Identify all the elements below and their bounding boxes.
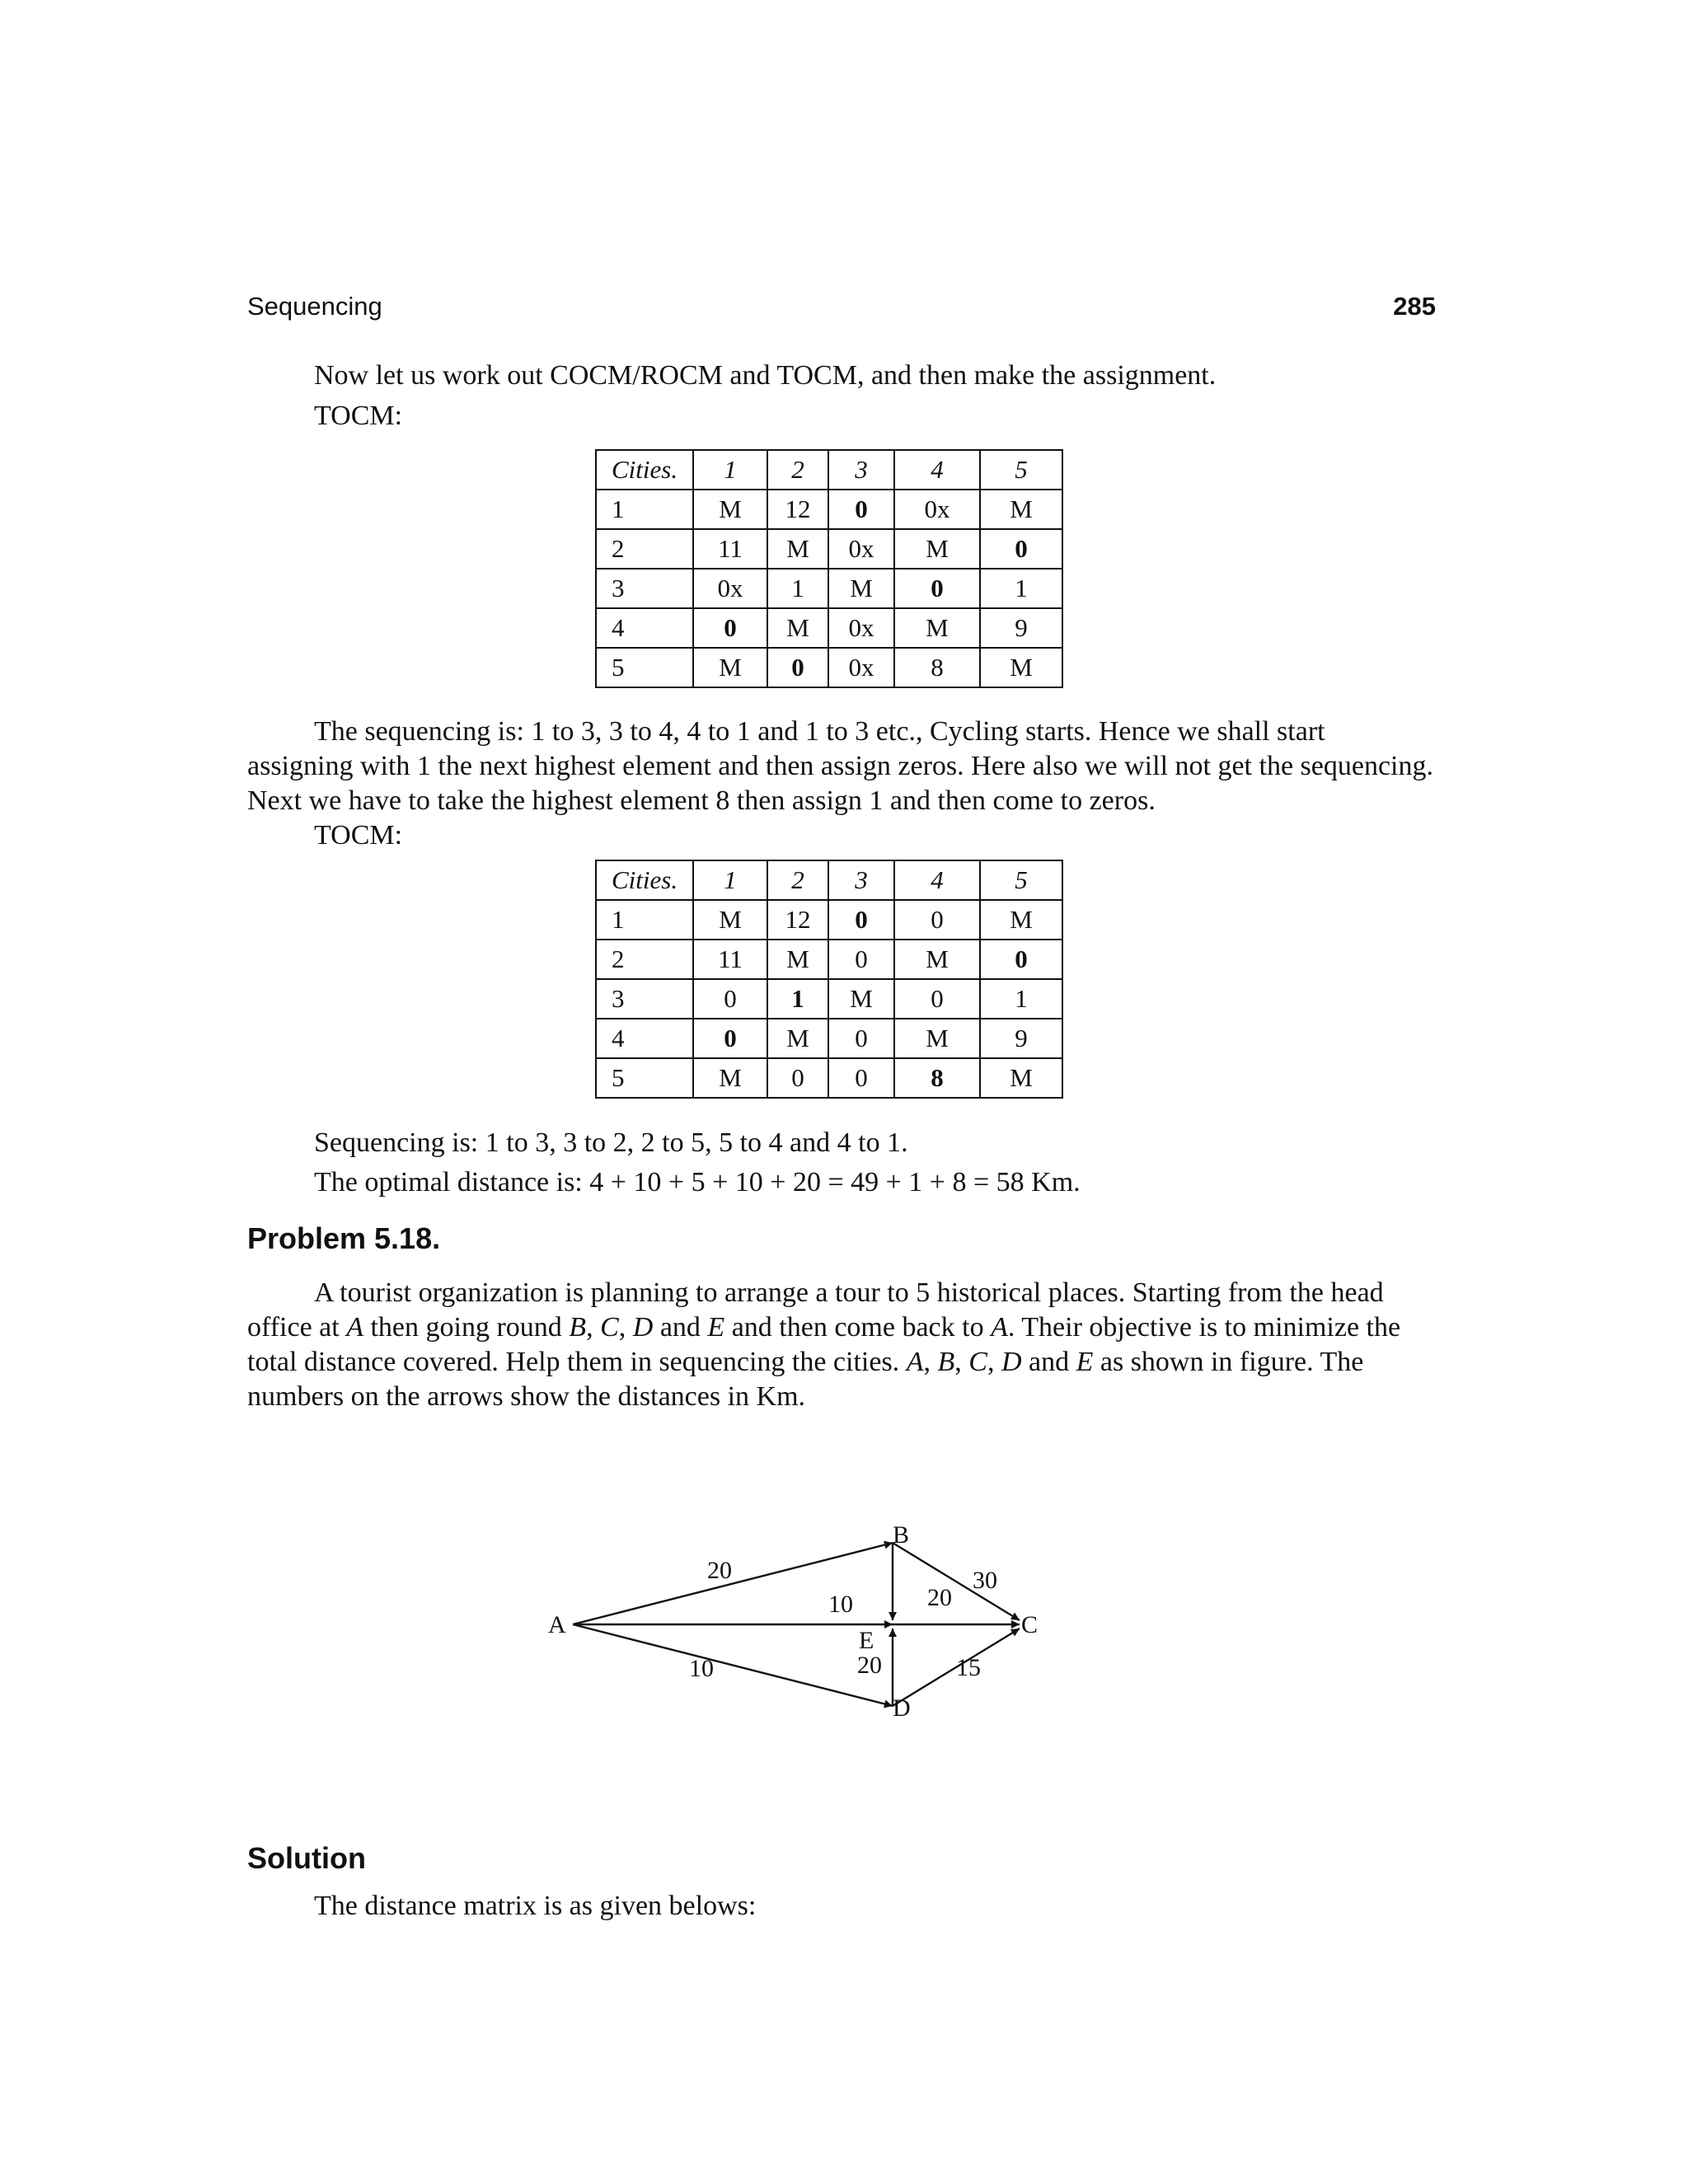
table-cell: M [693, 490, 767, 529]
table-header-row [596, 450, 1062, 490]
table-cell: M [894, 608, 980, 648]
table-cell: 0 [767, 648, 828, 687]
route-diagram [0, 1500, 1688, 1747]
row-label: 4 [596, 1019, 693, 1058]
table-cell: M [894, 529, 980, 569]
table-cell: M [894, 940, 980, 979]
table-cell: 0x [828, 608, 894, 648]
table-cell: M [980, 490, 1062, 529]
row-label: 1 [596, 490, 693, 529]
table-cell: 0 [828, 1019, 894, 1058]
edge-b-c [893, 1543, 1020, 1620]
label-b-e: 20 [927, 1584, 952, 1611]
table-cell: 11 [693, 529, 767, 569]
table-cell: 8 [894, 1058, 980, 1098]
table-cell: 1 [980, 979, 1062, 1019]
table-cell: 1 [767, 569, 828, 608]
table-cell: M [693, 648, 767, 687]
table-row [596, 1058, 1062, 1098]
header-col-2: 2 [767, 450, 828, 490]
table-cell: 12 [767, 490, 828, 529]
table-cell: M [980, 900, 1062, 940]
label-d-c: 15 [956, 1654, 981, 1681]
intro-line: Now let us work out COCM/ROCM and TOCM, and then make the assignment. [314, 360, 1217, 391]
label-a-b: 20 [707, 1557, 732, 1584]
table-cell: 0 [828, 490, 894, 529]
table-cell: 0x [693, 569, 767, 608]
table-cell: M [980, 1058, 1062, 1098]
problem-line-3: total distance covered. Help them in sequencing the cities. A, B, C, D and E as shown in figure. The [247, 1347, 1364, 1377]
label-e-d: 20 [857, 1652, 882, 1679]
edge-a-d [573, 1624, 893, 1706]
tocm-table-1 [595, 449, 1063, 688]
header-col-1: 1 [693, 860, 767, 900]
table-cell: 0 [693, 608, 767, 648]
table-cell: 0 [980, 940, 1062, 979]
row-label: 2 [596, 529, 693, 569]
node-d: D [893, 1694, 911, 1722]
table-cell: 1 [767, 979, 828, 1019]
header-col-3: 3 [828, 860, 894, 900]
table-row [596, 900, 1062, 940]
table-cell: M [894, 1019, 980, 1058]
cycling-line-3: Next we have to take the highest element 8 then assign 1 and then come to zeros. [247, 785, 1156, 816]
table-row [596, 608, 1062, 648]
header-col-5: 5 [980, 450, 1062, 490]
table-cell: 9 [980, 1019, 1062, 1058]
table-cell: M [980, 648, 1062, 687]
node-e: E [859, 1627, 874, 1654]
table-row [596, 940, 1062, 979]
table-cell: 0x [894, 490, 980, 529]
table-cell: M [828, 979, 894, 1019]
table-cell: 0 [828, 940, 894, 979]
header-cities: Cities. [596, 860, 693, 900]
table-cell: 0 [693, 1019, 767, 1058]
label-b-c: 30 [973, 1567, 997, 1594]
table-cell: M [767, 608, 828, 648]
table-cell: M [767, 529, 828, 569]
table-cell: 0 [767, 1058, 828, 1098]
problem-line-4: numbers on the arrows show the distances in Km. [247, 1381, 806, 1412]
table-cell: 8 [894, 648, 980, 687]
page-number: 285 [1393, 292, 1436, 321]
table-cell: 0 [693, 979, 767, 1019]
node-a: A [548, 1611, 566, 1638]
table-cell: M [693, 1058, 767, 1098]
table-row [596, 569, 1062, 608]
table-cell: 1 [980, 569, 1062, 608]
node-c: C [1021, 1611, 1039, 1638]
table-row [596, 648, 1062, 687]
table-cell: 9 [980, 608, 1062, 648]
table-row [596, 979, 1062, 1019]
table-cell: 12 [767, 900, 828, 940]
table-cell: M [767, 940, 828, 979]
table-cell: 0 [980, 529, 1062, 569]
table-cell: 0 [828, 1058, 894, 1098]
table-cell: 0 [828, 900, 894, 940]
table-row [596, 529, 1062, 569]
row-label: 3 [596, 569, 693, 608]
tocm-table-2 [595, 860, 1063, 1099]
cycling-line-2: assigning with 1 the next highest element and then assign zeros. Here also we will not get the sequencing. [247, 751, 1433, 781]
running-head: Sequencing [247, 292, 382, 321]
table-header-row [596, 860, 1062, 900]
tocm-label-1: TOCM: [314, 401, 403, 431]
table-cell: 0x [828, 648, 894, 687]
table-cell: 11 [693, 940, 767, 979]
problem-line-2: office at A then going round B, C, D and E and then come back to A. Their objective is to minimize the [247, 1312, 1401, 1343]
problem-line-1: A tourist organization is planning to arrange a tour to 5 historical places. Starting from the head [314, 1277, 1384, 1308]
table-cell: 0 [894, 979, 980, 1019]
solution-text: The distance matrix is as given belows: [314, 1891, 757, 1921]
row-label: 5 [596, 648, 693, 687]
label-a-d: 10 [689, 1655, 714, 1682]
row-label: 1 [596, 900, 693, 940]
table-cell: 0 [894, 569, 980, 608]
table-row [596, 1019, 1062, 1058]
table-row [596, 490, 1062, 529]
row-label: 5 [596, 1058, 693, 1098]
header-col-2: 2 [767, 860, 828, 900]
row-label: 3 [596, 979, 693, 1019]
row-label: 2 [596, 940, 693, 979]
sequence-result: Sequencing is: 1 to 3, 3 to 2, 2 to 5, 5 to 4 and 4 to 1. [314, 1127, 908, 1158]
row-label: 4 [596, 608, 693, 648]
cycling-line-1: The sequencing is: 1 to 3, 3 to 4, 4 to 1 and 1 to 3 etc., Cycling starts. Hence we shall start [314, 716, 1325, 747]
header-col-4: 4 [894, 450, 980, 490]
header-col-3: 3 [828, 450, 894, 490]
header-col-4: 4 [894, 860, 980, 900]
table-cell: 0 [894, 900, 980, 940]
label-a-e: 10 [828, 1591, 853, 1618]
table-cell: M [828, 569, 894, 608]
solution-heading: Solution [247, 1841, 366, 1875]
table-cell: M [767, 1019, 828, 1058]
table-cell: 0x [828, 529, 894, 569]
tocm-label-2: TOCM: [314, 820, 403, 851]
optimal-distance: The optimal distance is: 4 + 10 + 5 + 10 + 20 = 49 + 1 + 8 = 58 Km. [314, 1167, 1081, 1197]
problem-heading: Problem 5.18. [247, 1221, 441, 1255]
node-b: B [893, 1521, 910, 1549]
header-cities: Cities. [596, 450, 693, 490]
header-col-5: 5 [980, 860, 1062, 900]
table-cell: M [693, 900, 767, 940]
header-col-1: 1 [693, 450, 767, 490]
